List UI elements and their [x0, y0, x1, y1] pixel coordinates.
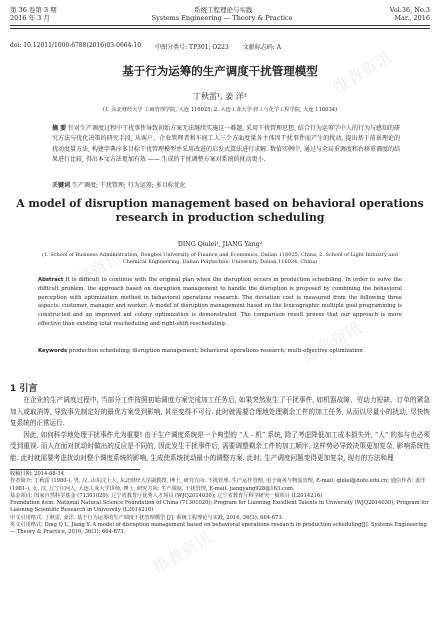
journal-name-cn: 系统工程理论与实践: [193, 6, 253, 14]
abstract-text-cn: 针对生产调度过程中干扰事件导致初始方案无法继续实施这一难题, 采用干扰管理思想, 结合行为运筹学中人的行为与感知的研究方法与优化决策的研究手段, 从客户、企业管理者和车间工人三个方面度量各主体因干扰事件而产生的扰动, 提出基于前景理论的扰动度量方法, 构建字典序多目标干扰管理模型并采用改进的启发式算法进行求解. 数值实例中, 通过与全局重调度和右移重调度的结果进行比较, 得出本文方法更加有效 —— 生成的干扰调整方案对系统的扰动更小.: [52, 125, 400, 164]
keywords-cn: [52, 180, 400, 189]
publication-date: 2016 年 3 月: [10, 14, 50, 22]
authors-cn: 丁秋雷¹, 姜 洋²: [192, 92, 248, 101]
watermark: 维普资讯: [150, 528, 215, 577]
paragraph: 因此, 如何科学地处理干扰事件尤为重要! 由于生产调度系统是一个典型的 “人 - 机” 系统, 除了考虑降低加工成本损失外, “人” 的参与也必须受到重视. 而人在面对扰动时做出的反应是不同的, 因此发生干扰事件后, 需要调整剩余工件的加工顺序, 这样势必导致决策更加复杂, 影响系统性能. 此时就需要考虑扰动对整个调度系统的影响, 生成使系统扰动最小的调整方案. 此时, 生产调度问题变得更加复杂, 现有的方法和理: [10, 430, 430, 462]
abstract-label-cn: 摘 要: [52, 125, 67, 132]
document-code: 文献标志码: A: [242, 44, 282, 51]
volume-issue-en: Vol.36, No.3: [389, 6, 430, 14]
journal-name-en: Systems Engineering — Theory & Practice: [151, 14, 293, 22]
fund-en: Foundation item: National Natural Science Foundation of China (71301020); Program for Liaoning Excellent Talents in University (WJQ2014030); Program for Liaoning Scientific Research in University (L2014216): [10, 500, 429, 514]
intro-body: [10, 395, 430, 465]
footnotes: [10, 471, 430, 537]
volume-issue: 第 36 卷第 3 期: [10, 6, 57, 14]
section-heading: 1 引言: [10, 384, 38, 394]
citation-en: 英文引用格式: Ding Q L, Jiang Y. A model of disruption management based on behavioral operations research in production scheduling[J]. Systems Engineering — Theory & Practice, 2016, 36(3): 664-673.: [10, 522, 427, 536]
keywords-text-cn: 生产调度; 干扰管理; 行为运筹; 多目标优化: [71, 182, 186, 189]
author-bio: 作者简介: 丁秋雷 (1980-), 男, 汉, 山东汶上人, 东北财经大学副教授, 博士, 研究方向: 干扰管理, 生产运作管理, 电子商务与物流管理, E-mail: qiulei@dufe.edu.cn; 通信作者: 姜洋 (1981-), 女, 汉, 辽宁庄河人, 大连工业大学讲师, 博士, 研究方向: 生产调度, 干扰管理, E-mail: jiangyang928@163.com.: [10, 478, 426, 492]
keywords-text-en: production scheduling; disruption management; behavioral operations research; multi-objective optimization: [68, 348, 363, 354]
abstract-label-en: Abstract: [38, 277, 64, 283]
affiliation-cn: (1. 东北财经大学 工商管理学院, 大连 116025; 2. 大连工业大学 轻工与化学工程学院, 大连 116034): [102, 107, 338, 113]
watermark: 维普资讯: [330, 48, 395, 97]
keywords-en: [38, 347, 402, 356]
journal-header: [10, 6, 430, 22]
title-en: A model of disruption management based on behavioral operations research in production scheduling: [16, 197, 424, 224]
abstract-cn: [52, 124, 400, 166]
abstract-en: [38, 276, 402, 329]
doi[interactable]: doi: 10.12011/1000-6788(2016)03-0664-10: [10, 42, 142, 49]
clc-number: 中图分类号: TP301; O223: [155, 44, 229, 51]
watermark: 维普资讯: [60, 248, 125, 297]
footnote-rule: [10, 469, 140, 470]
abstract-text-en: It is difficult to continue with the original plan when the disruption occurs in production scheduling. In order to solve the difficult problem, the approach based on disruption management to handle the disruption is proposed by combining the behavioral perception with optimization method in behavioral operations research. The deviation cost is measured from the following three aspects: customer, manager and worker. A model of disruption management based on the lexicographic multiple goal programming is constructed and an improved ant colony optimization is demonstrated. The comparison result proves that our approach is more effective than existing total rescheduling and right-shift rescheduling.: [38, 277, 403, 327]
publication-date-en: Mar., 2016: [394, 14, 430, 22]
header-rule: [10, 25, 430, 26]
fund-cn: 基金项目: 国家自然科学基金 (71301020); 辽宁省教育厅优秀人才项目 (WJQ2014030); 辽宁省教育厅科学研究一般项目 (L2014216): [10, 492, 323, 499]
affiliation-en: (1. School of Business Administration, Dongbei University of Finance and Economics, Dalian 116025, China; 2. School of Light Industry and Chemical Engineering, Dalian Polytechnic University, Dalian 116034, China): [42, 252, 398, 265]
keywords-label-en: Keywords: [38, 348, 68, 354]
keywords-label-cn: 关键词: [52, 182, 71, 189]
watermark: 维普资讯: [300, 318, 365, 367]
header-rule-thin: [10, 28, 430, 29]
article-meta: [10, 42, 430, 51]
paragraph: 在企业的生产调度过程中, 当部分工件按照初始调度方案完成加工任务后, 如果突然发生了干扰事件, 如机器故障、劳动力短缺、订单的紧急加入或取消等, 导致事先制定好的最优方案受到影响, 甚至变得不可行. 此时就需要合理地处理剩余工件的加工任务, 从而以尽量小的扰动, 尽快恢复系统的正常运行.: [10, 396, 430, 428]
received-date: 收稿日期: 2014-08-14: [10, 471, 65, 477]
title-cn: 基于行为运筹的生产调度干扰管理模型: [122, 64, 318, 78]
authors-en: DING Qiulei¹, JIANG Yang²: [177, 241, 263, 248]
citation-cn: 中文引用格式: 丁秋雷, 姜洋. 基于行为运筹的生产调度干扰管理模型 [J]. 系统工程理论与实践, 2016, 36(3): 664-673.: [10, 514, 284, 521]
